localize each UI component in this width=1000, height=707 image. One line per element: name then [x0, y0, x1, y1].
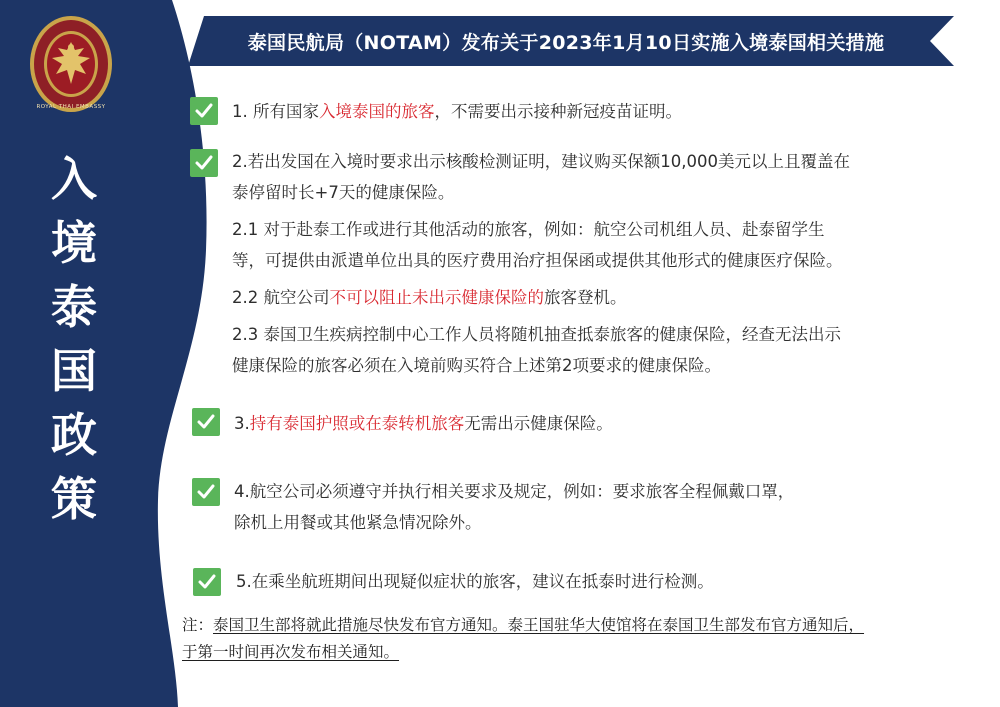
- item-2-2-suffix: 旅客登机。: [544, 288, 627, 307]
- item-2-line-1: 2.若出发国在入境时要求出示核酸检测证明，建议购买保额10,000美元以上且覆盖在: [232, 152, 850, 171]
- item-2-1-line-1: 2.1 对于赴泰工作或进行其他活动的旅客，例如：航空公司机组人员、赴泰留学生: [232, 220, 825, 239]
- item-1-text: [232, 96, 992, 127]
- checkbox-checked-icon: [190, 97, 218, 125]
- footnote: [182, 612, 998, 666]
- vertical-title-char: 策: [51, 472, 97, 526]
- item-5-text: 5.在乘坐航班期间出现疑似症状的旅客，建议在抵泰时进行检测。: [236, 572, 714, 591]
- vertical-title-char: 国: [51, 344, 97, 398]
- page-title: 泰国民航局（NOTAM）发布关于2023年1月10日实施入境泰国相关措施: [247, 31, 885, 54]
- item-4-text: [234, 476, 974, 538]
- vertical-title: [38, 150, 110, 528]
- embassy-seal: [28, 14, 114, 114]
- side-panel: [0, 0, 215, 707]
- item-2-line-2: 泰停留时长+7天的健康保险。: [232, 183, 455, 202]
- vertical-title-char: 入: [51, 152, 97, 206]
- checkbox-checked-icon: [190, 149, 218, 177]
- vertical-title-char: 政: [51, 408, 97, 462]
- item-2-text: [232, 146, 997, 381]
- item-3-suffix: 无需出示健康保险。: [464, 414, 613, 433]
- header-banner: [188, 16, 954, 66]
- item-4-line-1: 4.航空公司必须遵守并执行相关要求及规定，例如：要求旅客全程佩戴口罩，: [234, 482, 795, 501]
- item-2-3-line-2: 健康保险的旅客必须在入境前购买符合上述第2项要求的健康保险。: [232, 356, 721, 375]
- item-2-1-line-2: 等，可提供由派遣单位出具的医疗费用治疗担保函或提供其他形式的健康医疗保险。: [232, 251, 843, 270]
- item-2-3-line-1: 2.3 泰国卫生疾病控制中心工作人员将随机抽查抵泰旅客的健康保险，经查无法出示: [232, 325, 841, 344]
- garuda-emblem-icon: [28, 14, 114, 114]
- item-1-highlight: 入境泰国的旅客: [319, 102, 435, 121]
- item-1-suffix: ，不需要出示接种新冠疫苗证明。: [434, 102, 682, 121]
- item-2-2-highlight: 不可以阻止未出示健康保险的: [329, 288, 544, 307]
- seal-ring-text: ROYAL THAI EMBASSY: [36, 104, 106, 110]
- vertical-title-char: 境: [51, 216, 97, 270]
- footnote-label: 注：: [182, 616, 214, 634]
- item-4-line-2: 除机上用餐或其他紧急情况除外。: [234, 513, 482, 532]
- footnote-line-1: 泰国卫生部将就此措施尽快发布官方通知。泰王国驻华大使馆将在泰国卫生部发布官方通知后，: [213, 616, 865, 634]
- item-3-prefix: 3.: [234, 414, 250, 433]
- item-1-prefix: 1. 所有国家: [232, 102, 319, 121]
- item-3-text: [234, 408, 974, 439]
- checkbox-checked-icon: [192, 478, 220, 506]
- item-2-2-prefix: 2.2 航空公司: [232, 288, 330, 307]
- vertical-title-char: 泰: [51, 280, 97, 334]
- item-3-highlight: 持有泰国护照或在泰转机旅客: [249, 414, 465, 433]
- footnote-line-2: 于第一时间再次发布相关通知。: [182, 643, 400, 661]
- checkbox-checked-icon: [192, 408, 220, 436]
- checkbox-checked-icon: [193, 568, 221, 596]
